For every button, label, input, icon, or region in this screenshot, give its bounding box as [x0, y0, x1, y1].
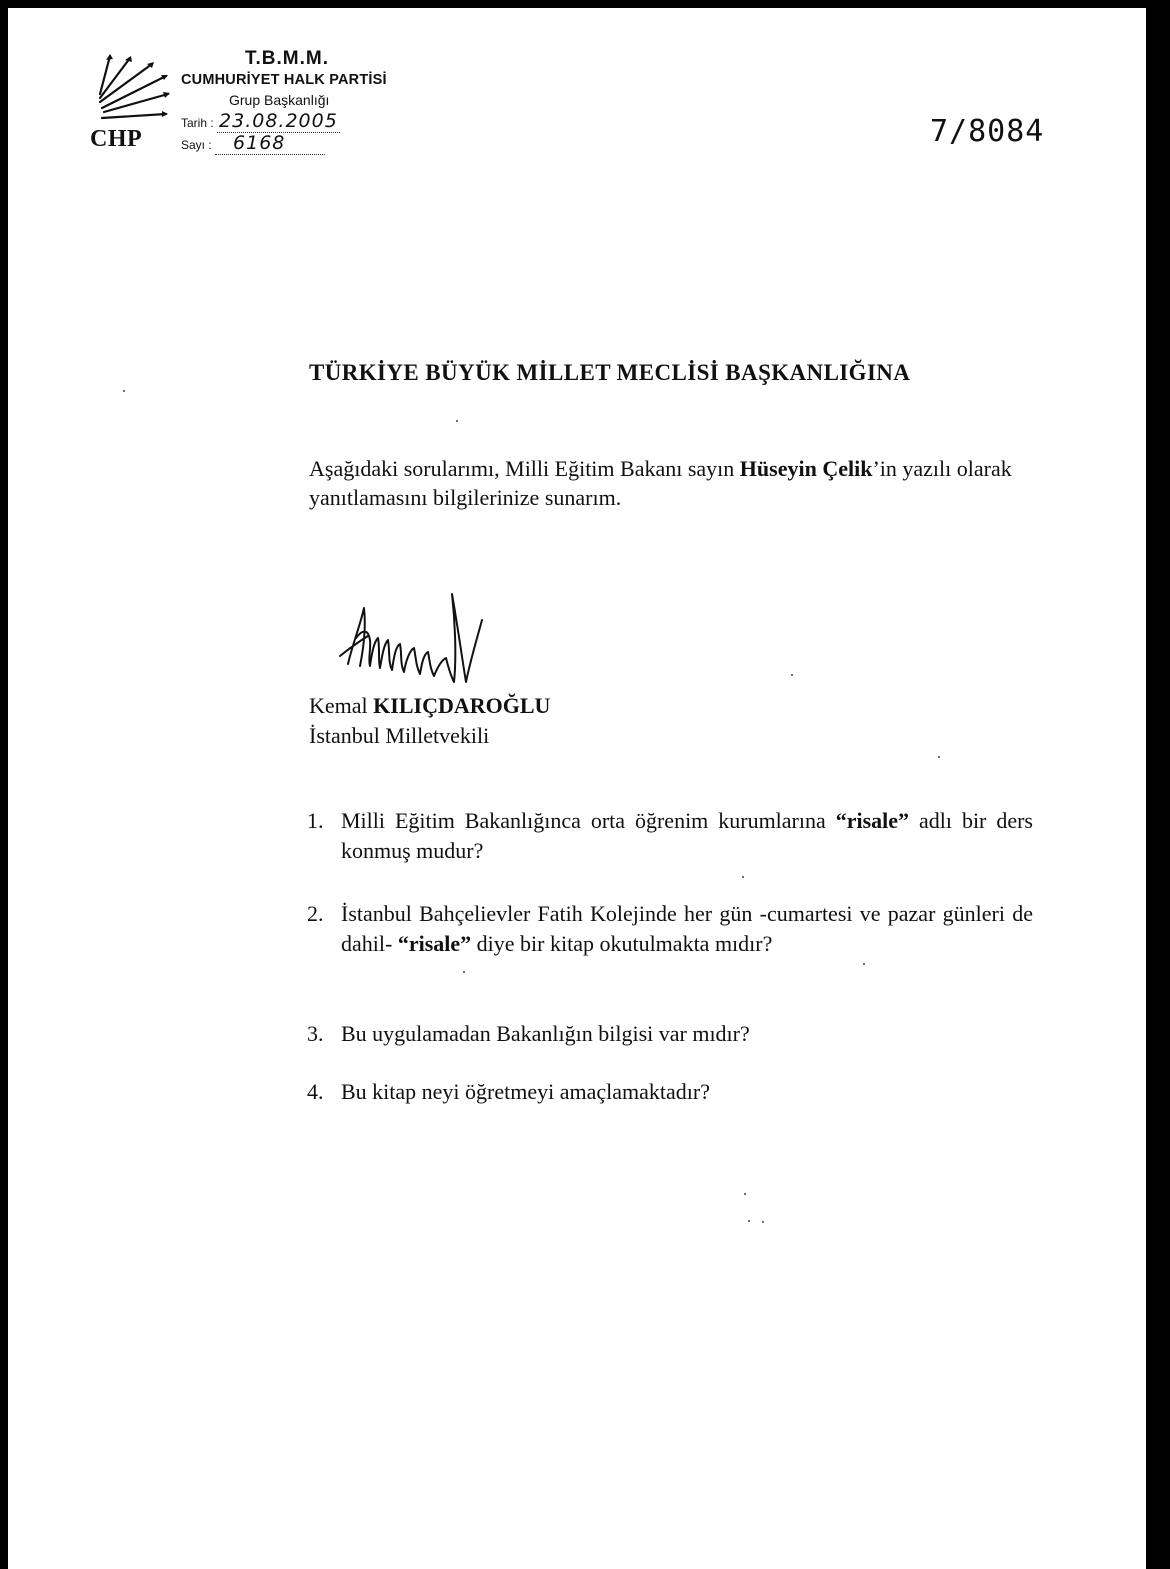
scan-speck: [463, 971, 465, 973]
question-text-before: Milli Eğitim Bakanlığınca orta öğrenim kurumlarına: [341, 808, 836, 833]
question-item: [307, 806, 1033, 866]
stamp-date-label: Tarih :: [181, 116, 214, 130]
question-text-before: Bu uygulamadan Bakanlığın bilgisi var mıdır?: [341, 1021, 750, 1046]
handwritten-signature: [334, 586, 499, 688]
signer-last-name: KILIÇDAROĞLU: [373, 693, 551, 718]
scan-speck: [742, 876, 744, 878]
question-text-bold: “risale”: [397, 931, 472, 956]
stamp-number-value: 6168: [215, 132, 325, 155]
chp-logo-text: CHP: [90, 126, 143, 152]
question-text: [341, 899, 1033, 959]
question-number: 2.: [307, 901, 324, 926]
scan-border: [1146, 0, 1170, 1569]
chp-logo-icon: [86, 46, 176, 136]
question-item: [307, 1019, 1033, 1049]
signer-name: [309, 693, 550, 719]
scan-speck: [938, 756, 940, 758]
scan-speck: [791, 674, 793, 676]
scan-speck: [456, 420, 458, 422]
stamp-number-label: Sayı :: [181, 138, 212, 152]
question-item: [307, 1077, 1033, 1107]
scan-speck: [744, 1193, 746, 1195]
intro-text-after: ’in yazılı olarak yanıtlamasını bilgilerinize sunarım.: [309, 456, 1012, 510]
scan-speck: [762, 1221, 764, 1223]
stamp-department: Grup Başkanlığı: [229, 92, 330, 108]
stamp-party: CUMHURİYET HALK PARTİSİ: [181, 72, 387, 88]
question-number: 1.: [307, 808, 324, 833]
scan-speck: [123, 390, 125, 392]
scan-speck: [863, 963, 865, 965]
document-page: [8, 8, 1146, 1569]
question-number: 3.: [307, 1021, 324, 1046]
question-text: [341, 1019, 1033, 1049]
question-text-bold: “risale”: [835, 808, 910, 833]
question-text: [341, 806, 1033, 866]
intro-text-before: Aşağıdaki sorularımı, Milli Eğitim Bakanı sayın: [309, 456, 740, 481]
stamp-date-row: [181, 110, 340, 132]
document-number: 7/8084: [930, 114, 1045, 149]
intro-paragraph: [309, 454, 1039, 512]
question-item: [307, 899, 1033, 959]
question-text-after: diye bir kitap okutulmakta mıdır?: [471, 931, 773, 956]
stamp-date-value: 23.08.2005: [219, 110, 338, 132]
question-text-after: adlı bir ders konmuş mudur?: [341, 808, 1033, 863]
scan-speck: [748, 1220, 750, 1222]
question-text: [341, 1077, 1033, 1107]
question-text-before: Bu kitap neyi öğretmeyi amaçlamaktadır?: [341, 1079, 710, 1104]
letter-heading: TÜRKİYE BÜYÜK MİLLET MECLİSİ BAŞKANLIĞINA: [309, 360, 911, 385]
stamp-number-row: [181, 132, 325, 154]
signer-title: İstanbul Milletvekili: [309, 723, 490, 748]
signer-first-name: Kemal: [309, 693, 374, 718]
question-text-before: İstanbul Bahçelievler Fatih Kolejinde her gün -cumartesi ve pazar günleri de dahil-: [341, 901, 1033, 956]
stamp-title: T.B.M.M.: [245, 48, 329, 69]
question-number: 4.: [307, 1079, 324, 1104]
minister-name: Hüseyin Çelik: [739, 456, 873, 481]
